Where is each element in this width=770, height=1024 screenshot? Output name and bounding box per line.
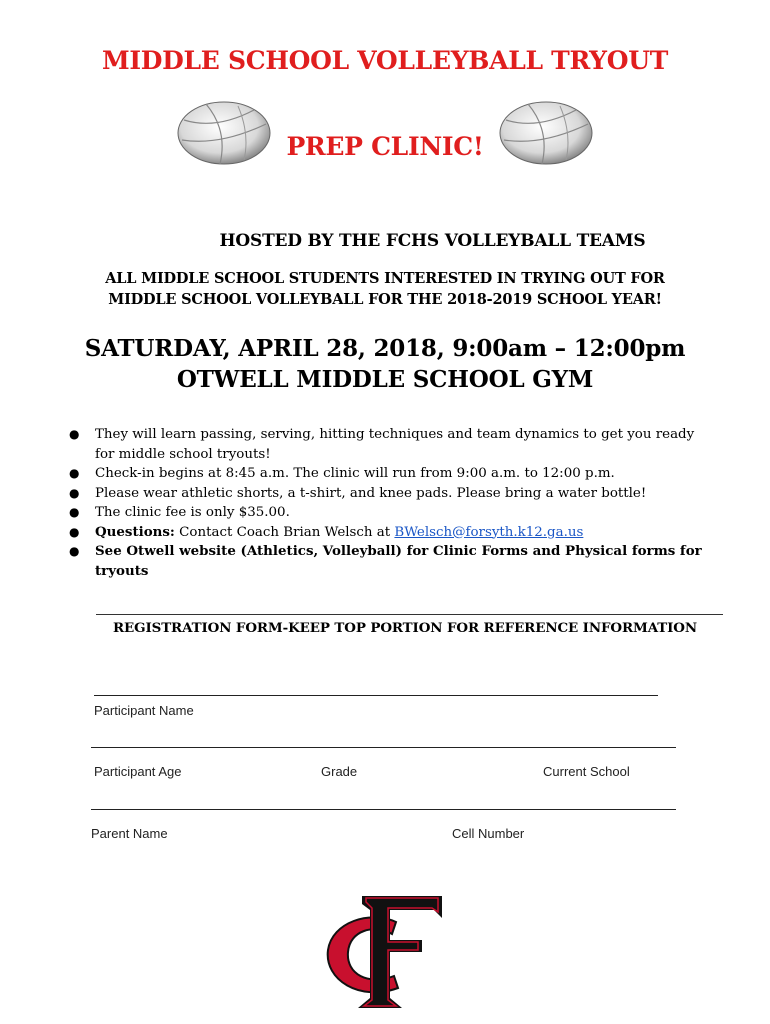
list-item: ● They will learn passing, serving, hitting techniques and team dynamics to get you ready for middle school tryouts! xyxy=(69,427,695,462)
info-list xyxy=(50,425,715,581)
bullet-icon: ● xyxy=(69,485,80,500)
audience-statement xyxy=(0,268,770,310)
audience-line-2: MIDDLE SCHOOL VOLLEYBALL FOR THE 2018-2019 SCHOOL YEAR! xyxy=(108,291,662,308)
questions-text: Contact Coach Brian Welsch at xyxy=(179,524,391,540)
participant-name-field[interactable] xyxy=(94,695,658,696)
current-school-label: Current School xyxy=(543,764,630,779)
event-details xyxy=(0,333,770,395)
volleyball-icon xyxy=(498,100,594,166)
participant-age-grade-school-field[interactable] xyxy=(91,747,676,748)
bullet-icon: ● xyxy=(69,524,80,539)
audience-line-1: ALL MIDDLE SCHOOL STUDENTS INTERESTED IN TRYING OUT FOR xyxy=(105,270,665,287)
fc-logo xyxy=(318,888,448,1016)
list-item: ● Please wear athletic shorts, a t-shirt, and knee pads. Please bring a water bottle! xyxy=(50,484,715,504)
parent-cell-field[interactable] xyxy=(91,809,676,810)
event-location: OTWELL MIDDLE SCHOOL GYM xyxy=(176,366,594,393)
bullet-icon: ● xyxy=(69,466,80,480)
event-date-time: SATURDAY, APRIL 28, 2018, 9:00am – 12:00pm xyxy=(84,335,686,362)
bullet-icon: ● xyxy=(69,544,80,558)
cut-line xyxy=(96,614,723,615)
list-item: ● See Otwell website (Athletics, Volleyball) for Clinic Forms and Physical forms for tryouts xyxy=(69,543,702,579)
bullet-icon: ● xyxy=(69,427,80,441)
list-item xyxy=(50,523,715,543)
cell-number-label: Cell Number xyxy=(452,826,525,841)
registration-heading: REGISTRATION FORM-KEEP TOP PORTION FOR REFERENCE INFORMATION xyxy=(112,620,698,636)
flyer-subtitle: PREP CLINIC! xyxy=(286,132,484,161)
list-item: ● The clinic fee is only $35.00. xyxy=(50,503,715,523)
hosted-by: HOSTED BY THE FCHS VOLLEYBALL TEAMS xyxy=(219,231,646,251)
flyer-title: MIDDLE SCHOOL VOLLEYBALL TRYOUT xyxy=(102,46,668,75)
questions-label: Questions: xyxy=(95,523,175,540)
participant-age-label: Participant Age xyxy=(94,764,182,779)
parent-name-label: Parent Name xyxy=(91,826,168,841)
coach-email-link[interactable]: BWelsch@forsyth.k12.ga.us xyxy=(394,524,584,540)
bullet-icon: ● xyxy=(69,505,80,519)
list-item: ● Check-in begins at 8:45 a.m. The clinic will run from 9:00 a.m. to 12:00 p.m. xyxy=(50,464,715,484)
grade-label: Grade xyxy=(321,764,358,779)
participant-name-label: Participant Name xyxy=(94,703,194,718)
